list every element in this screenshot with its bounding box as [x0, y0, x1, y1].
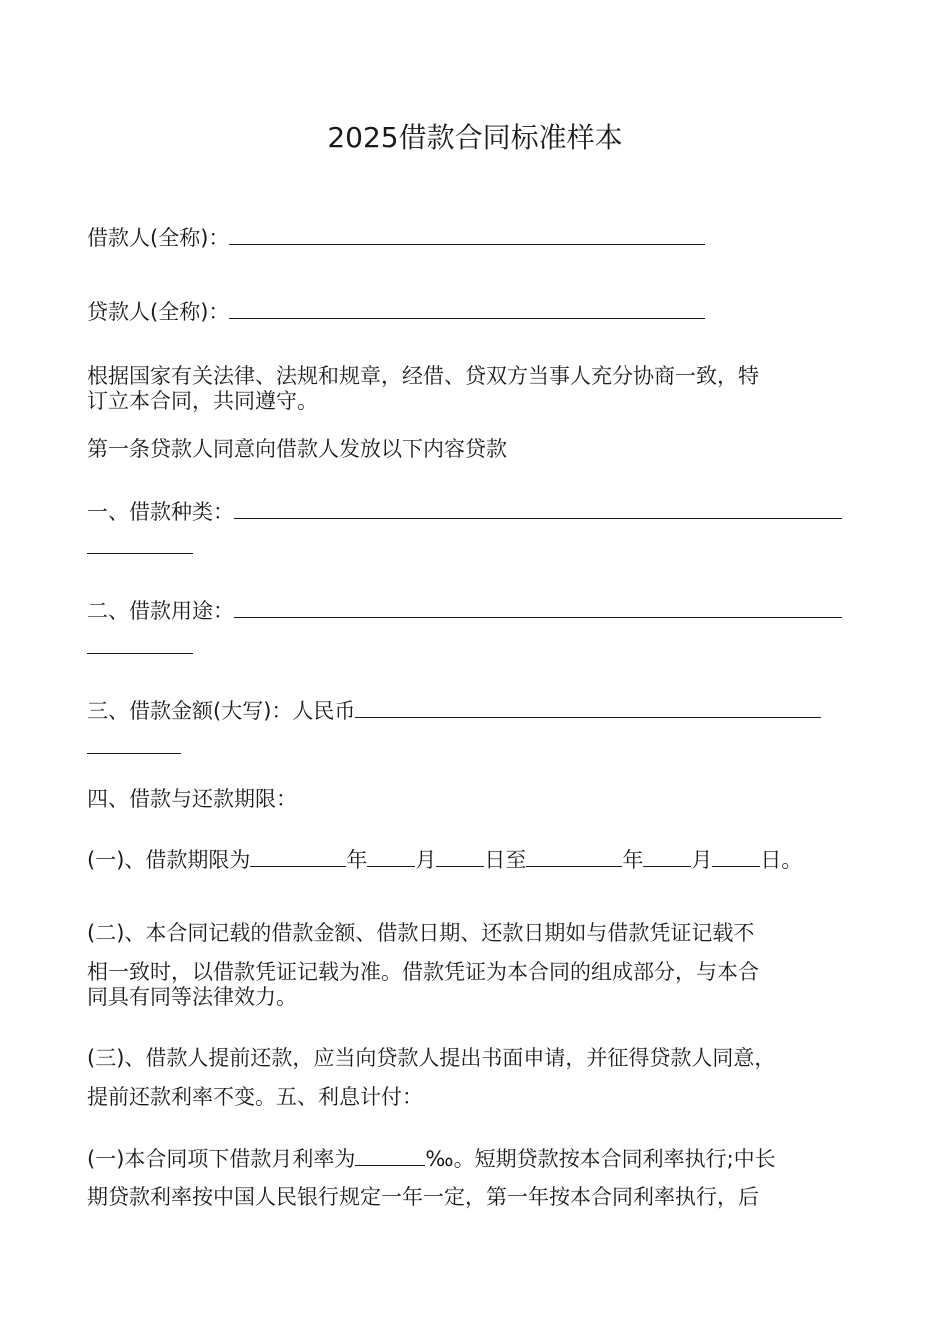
- start-month-label: 月: [415, 848, 437, 872]
- interest-suffix: ‰。短期贷款按本合同利率执行;中长: [425, 1147, 776, 1171]
- term-prefix: (一)、借款期限为: [87, 848, 251, 872]
- loan-type-label: 一、借款种类：: [87, 500, 234, 524]
- borrower-label: 借款人(全称)：: [87, 226, 230, 250]
- loan-purpose-label: 二、借款用途：: [87, 599, 234, 623]
- monthly-rate-blank[interactable]: [355, 1145, 425, 1166]
- loan-type-line: [87, 498, 842, 525]
- loan-purpose-line: [87, 597, 842, 624]
- end-year-label: 年: [622, 848, 644, 872]
- clause-2-line-1: (二)、本合同记载的借款金额、借款日期、还款日期如与借款凭证记载不: [87, 921, 755, 945]
- clause-2-line-3: 同具有同等法律效力。: [87, 985, 297, 1009]
- end-day-blank[interactable]: [712, 846, 760, 867]
- lender-label: 贷款人(全称)：: [87, 300, 230, 324]
- clause-3-line-1: (三)、借款人提前还款，应当向贷款人提出书面申请，并征得贷款人同意，: [87, 1046, 776, 1070]
- loan-amount-label: 三、借款金额(大写)：人民币: [87, 699, 356, 723]
- start-month-blank[interactable]: [367, 846, 415, 867]
- loan-purpose-blank[interactable]: [234, 597, 842, 618]
- loan-amount-line: [87, 697, 821, 724]
- intro-line-2: 订立本合同，共同遵守。: [87, 389, 318, 413]
- intro-line-1: 根据国家有关法律、法规和规章，经借、贷双方当事人充分协商一致，特: [87, 364, 759, 388]
- loan-amount-blank[interactable]: [355, 697, 821, 718]
- loan-amount-blank-cont[interactable]: [87, 752, 181, 754]
- term-line: [87, 846, 802, 873]
- article-1-heading: 第一条贷款人同意向借款人发放以下内容贷款: [87, 437, 507, 461]
- start-day-to-label: 日至: [484, 848, 527, 872]
- clause-3-line-2: 提前还款利率不变。五、利息计付：: [87, 1085, 423, 1109]
- clause-2-line-2: 相一致时，以借款凭证记载为准。借款凭证为本合同的组成部分，与本合: [87, 960, 759, 984]
- lender-name-blank[interactable]: [229, 298, 705, 319]
- end-month-blank[interactable]: [643, 846, 691, 867]
- end-year-blank[interactable]: [526, 846, 622, 867]
- page-title: 2025借款合同标准样本: [327, 121, 623, 154]
- borrower-line: [87, 224, 705, 251]
- interest-line-1: [87, 1145, 776, 1172]
- end-month-label: 月: [691, 848, 713, 872]
- borrower-name-blank[interactable]: [229, 224, 705, 245]
- interest-line-2: 期贷款利率按中国人民银行规定一年一定，第一年按本合同利率执行，后: [87, 1185, 759, 1209]
- loan-purpose-blank-cont[interactable]: [87, 652, 193, 654]
- lender-line: [87, 298, 705, 325]
- end-day-label: 日。: [760, 848, 803, 872]
- loan-type-blank[interactable]: [234, 498, 842, 519]
- loan-type-blank-cont[interactable]: [87, 552, 193, 554]
- interest-prefix: (一)本合同项下借款月利率为: [87, 1147, 356, 1171]
- start-year-label: 年: [346, 848, 368, 872]
- start-year-blank[interactable]: [250, 846, 346, 867]
- start-day-blank[interactable]: [436, 846, 484, 867]
- term-heading: 四、借款与还款期限：: [87, 787, 297, 811]
